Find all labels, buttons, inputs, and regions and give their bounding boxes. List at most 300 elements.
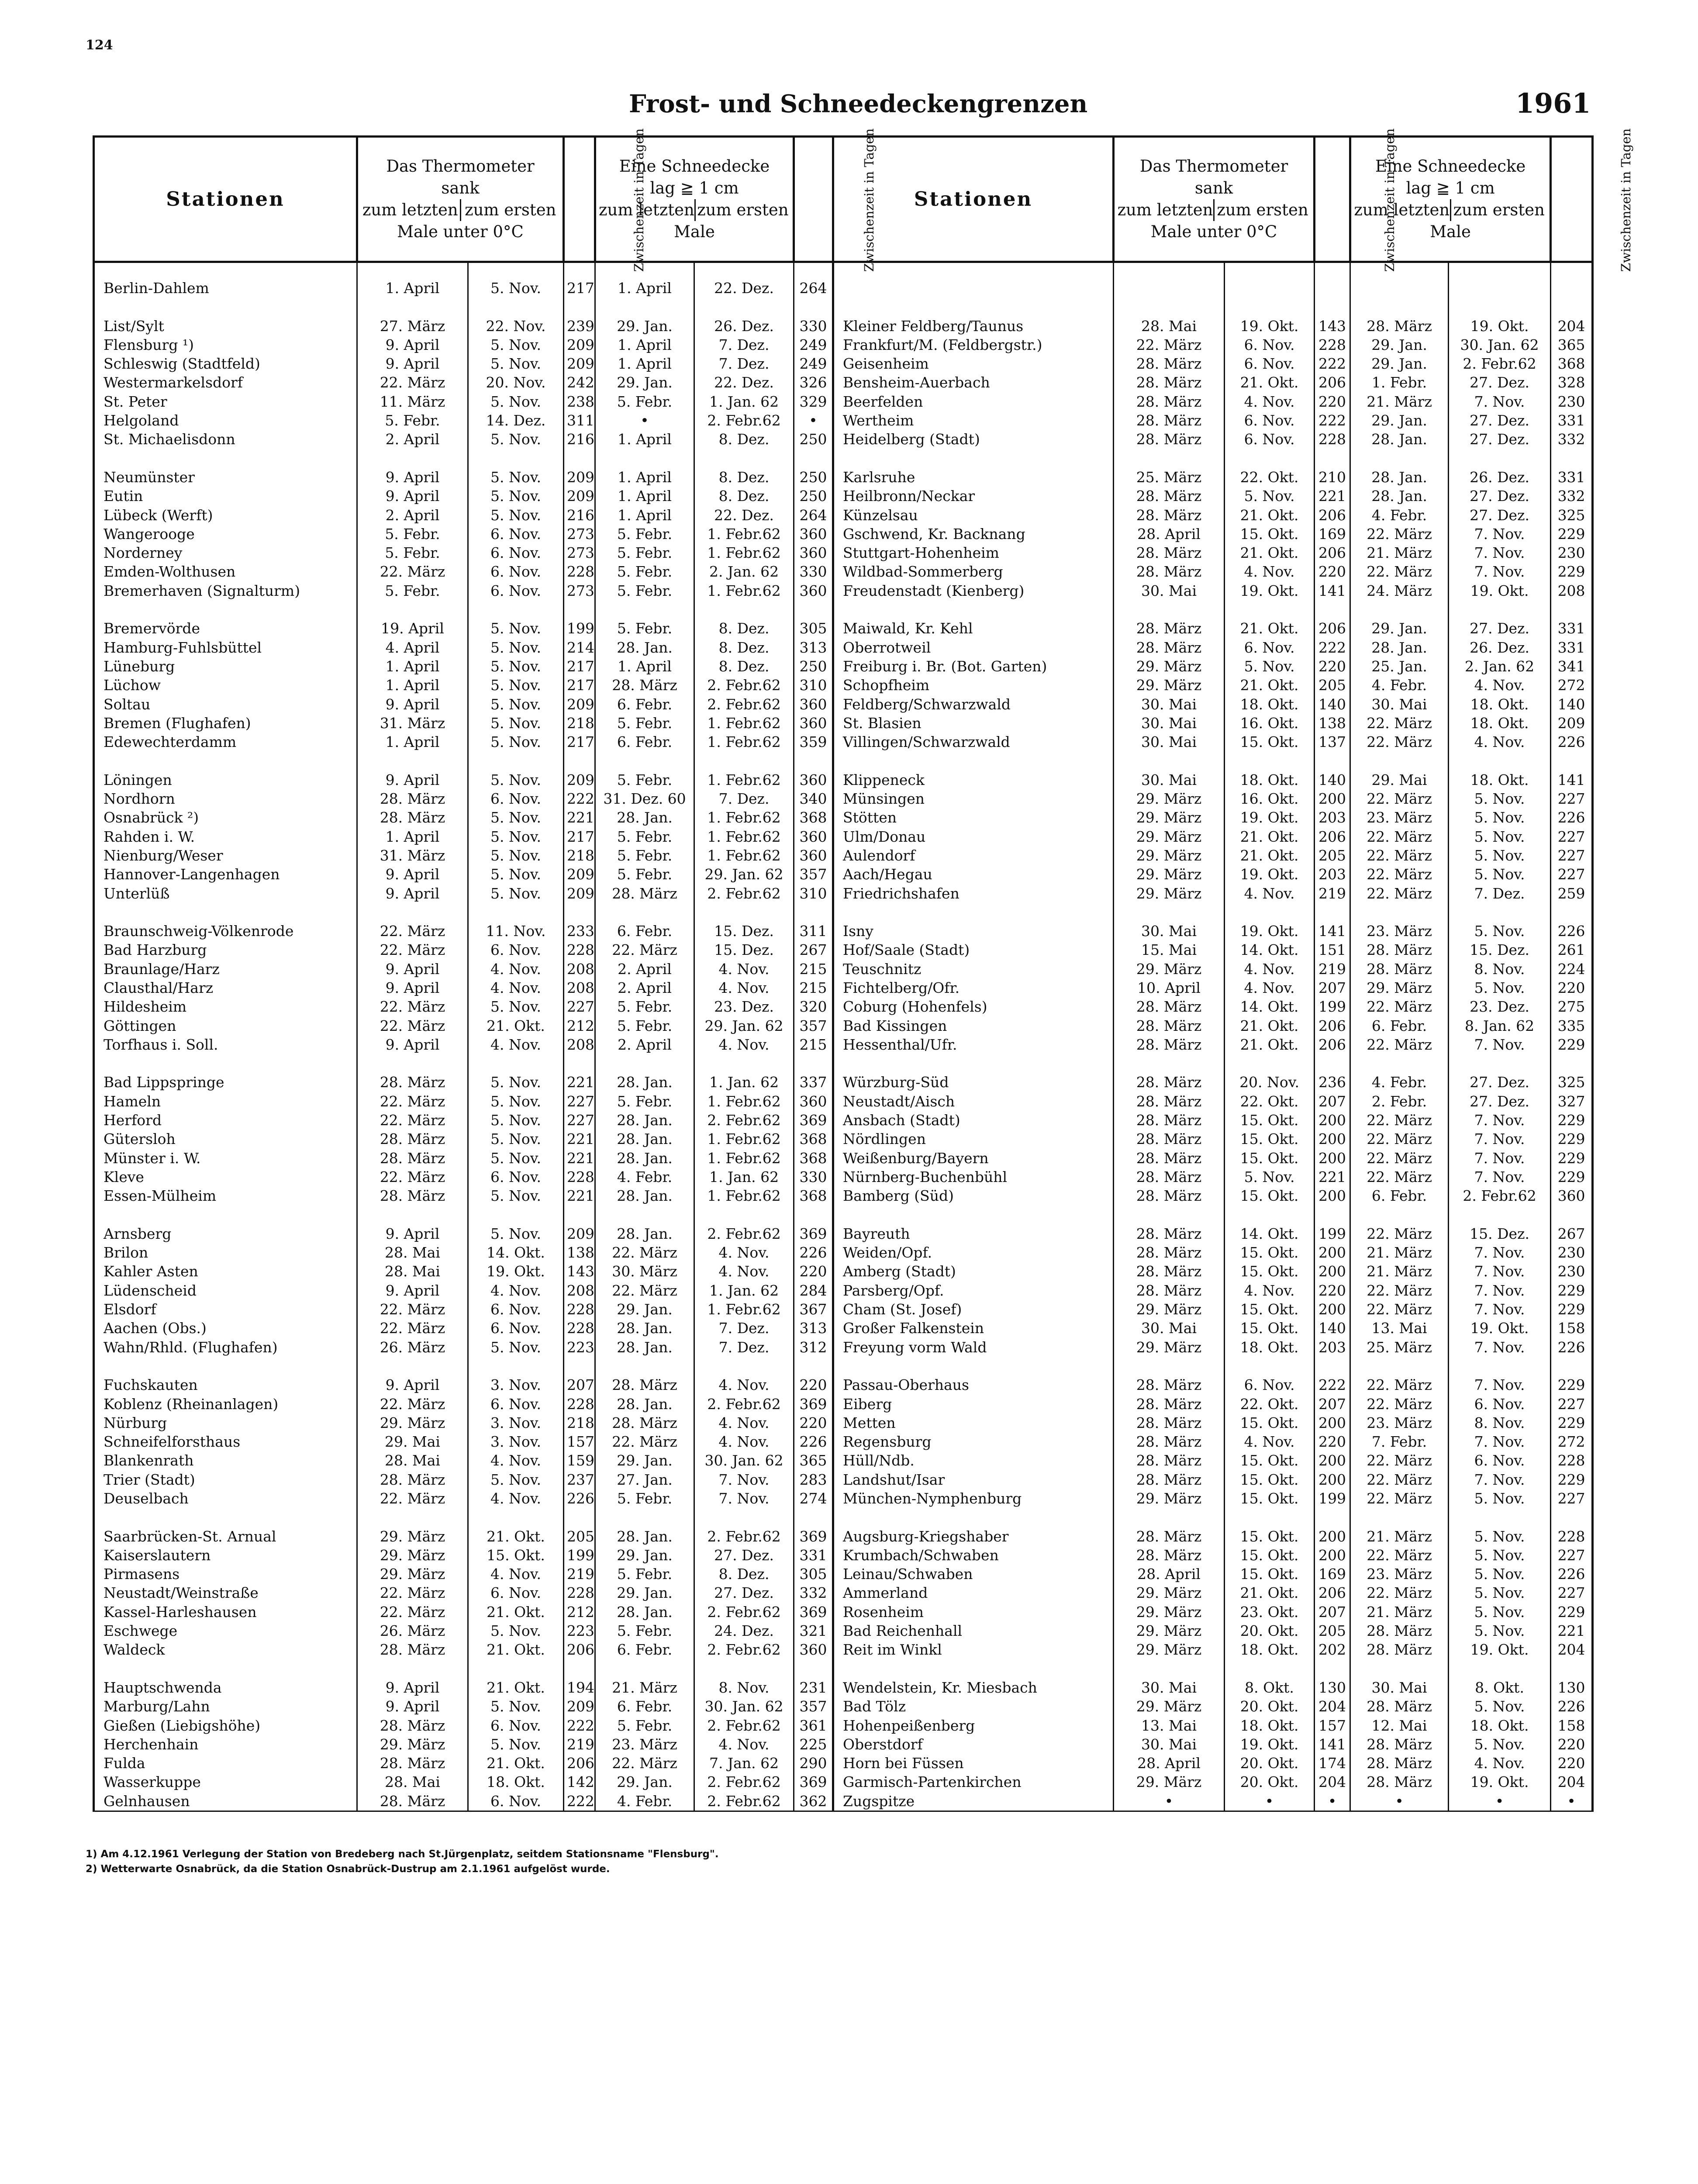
table-cell — [468, 297, 564, 316]
table-cell — [564, 1659, 595, 1678]
table-row — [94, 1111, 1593, 1130]
table-cell — [1315, 262, 1350, 298]
table-cell: 22. März — [1350, 789, 1449, 808]
table-cell: 6. Nov. — [468, 1300, 564, 1319]
table-cell: 200 — [1315, 1243, 1350, 1262]
table-cell: Essen-Mülheim — [94, 1186, 357, 1205]
table-cell: 21. Okt. — [1225, 1583, 1315, 1602]
table-cell: 236 — [1315, 1073, 1350, 1092]
table-cell: 332 — [1551, 487, 1593, 505]
table-cell — [357, 449, 468, 468]
table-cell: 28. April — [1114, 525, 1225, 543]
table-cell: 220 — [794, 1375, 833, 1394]
table-cell — [1315, 1206, 1350, 1224]
table-row — [94, 846, 1593, 865]
table-cell: 28. März — [1114, 543, 1225, 562]
table-cell: 22. März — [1350, 827, 1449, 846]
table-cell: 360 — [794, 771, 833, 789]
header-between-right: Zwischenzeit in Tagen — [1315, 137, 1350, 262]
table-cell: 22. März — [1350, 1149, 1449, 1168]
table-cell: 2. April — [595, 960, 694, 978]
table-cell: 26. Dez. — [1449, 468, 1551, 487]
table-cell: 21. Okt. — [468, 1678, 564, 1697]
table-cell: 200 — [1315, 1527, 1350, 1546]
table-cell: Bad Lippspringe — [94, 1073, 357, 1092]
table-cell: 208 — [564, 978, 595, 997]
table-cell: 15. Okt. — [1225, 1489, 1315, 1508]
table-cell — [564, 449, 595, 468]
table-cell: 10. April — [1114, 978, 1225, 997]
table-cell: 360 — [794, 846, 833, 865]
table-cell: 23. Dez. — [694, 997, 794, 1016]
table-cell: 205 — [564, 1527, 595, 1546]
table-cell: 4. Nov. — [694, 1375, 794, 1394]
table-row — [94, 1149, 1593, 1168]
table-cell: 22. März — [1350, 525, 1449, 543]
table-cell: 229 — [1551, 1470, 1593, 1489]
table-cell: 7. Dez. — [1449, 884, 1551, 903]
table-cell: 21. März — [1350, 1243, 1449, 1262]
table-cell: 203 — [1315, 1338, 1350, 1357]
table-cell: 250 — [794, 430, 833, 449]
table-cell: München-Nymphenburg — [833, 1489, 1114, 1508]
table-cell — [1350, 751, 1449, 770]
table-cell — [1114, 1206, 1225, 1224]
table-cell — [794, 1659, 833, 1678]
table-cell: 5. Nov. — [468, 335, 564, 354]
table-cell: 7. Nov. — [1449, 1281, 1551, 1300]
table-cell: 228 — [1551, 1451, 1593, 1470]
table-cell: Teuschnitz — [833, 960, 1114, 978]
table-row — [94, 1243, 1593, 1262]
table-cell: 22. Okt. — [1225, 1092, 1315, 1111]
table-cell: 4. Nov. — [694, 1262, 794, 1281]
table-cell: 151 — [1315, 940, 1350, 959]
table-cell — [833, 1659, 1114, 1678]
table-cell — [694, 751, 794, 770]
table-cell: 203 — [1315, 808, 1350, 827]
table-cell: Flensburg ¹) — [94, 335, 357, 354]
table-cell: 23. März — [1350, 922, 1449, 940]
table-cell: 15. Okt. — [1225, 1319, 1315, 1337]
table-cell — [794, 600, 833, 619]
table-cell: Aulendorf — [833, 846, 1114, 865]
table-cell: 220 — [794, 1413, 833, 1432]
table-cell — [1114, 600, 1225, 619]
table-cell: 29. März — [357, 1546, 468, 1565]
table-cell: 14. Okt. — [1225, 997, 1315, 1016]
table-cell: 27. Dez. — [1449, 487, 1551, 505]
table-cell: 30. März — [595, 1262, 694, 1281]
table-cell: 325 — [1551, 506, 1593, 525]
table-cell: 226 — [1551, 808, 1593, 827]
table-cell: 28. März — [595, 1413, 694, 1432]
table-row — [94, 392, 1593, 411]
table-cell: 206 — [564, 1640, 595, 1659]
table-cell: 310 — [794, 676, 833, 695]
table-cell: 204 — [1315, 1697, 1350, 1716]
table-cell: 5. Nov. — [1449, 1735, 1551, 1754]
table-cell: 2. Febr.62 — [694, 1527, 794, 1546]
table-cell: 357 — [794, 1697, 833, 1716]
table-cell: 5. Febr. — [595, 581, 694, 600]
table-cell: 8. Dez. — [694, 638, 794, 657]
table-cell — [1225, 449, 1315, 468]
table-cell: 5. Nov. — [468, 1130, 564, 1148]
table-cell — [1225, 1659, 1315, 1678]
table-cell: 209 — [564, 1224, 595, 1243]
table-cell: Heilbronn/Neckar — [833, 487, 1114, 505]
table-cell: 28. Jan. — [1350, 468, 1449, 487]
table-cell — [468, 449, 564, 468]
table-cell — [1225, 262, 1315, 298]
table-cell — [1350, 1508, 1449, 1527]
table-cell: 22. Okt. — [1225, 468, 1315, 487]
table-cell: 22. März — [1350, 997, 1449, 1016]
table-cell: 22. März — [595, 1243, 694, 1262]
table-cell: 28. März — [357, 1149, 468, 1168]
table-cell: 1. April — [595, 506, 694, 525]
table-cell: 22. März — [357, 1092, 468, 1111]
table-cell: 158 — [1551, 1319, 1593, 1337]
table-cell: 325 — [1551, 1073, 1593, 1092]
table-cell — [1114, 1357, 1225, 1375]
table-cell: 28. März — [357, 1186, 468, 1205]
table-cell: 143 — [564, 1262, 595, 1281]
table-cell — [1114, 262, 1225, 298]
table-cell: 4. Nov. — [694, 1243, 794, 1262]
table-cell: 8. Dez. — [694, 619, 794, 638]
table-cell: 219 — [1315, 884, 1350, 903]
table-cell: 4. Nov. — [694, 960, 794, 978]
table-cell: Nienburg/Weser — [94, 846, 357, 865]
table-cell: 30. Jan. 62 — [694, 1451, 794, 1470]
table-cell: 226 — [1551, 922, 1593, 940]
table-cell: 20. Okt. — [1225, 1773, 1315, 1791]
table-cell: 4. Nov. — [1225, 884, 1315, 903]
table-cell: Lüdenscheid — [94, 1281, 357, 1300]
table-cell — [1551, 1659, 1593, 1678]
table-cell: 30. Mai — [1350, 695, 1449, 714]
table-cell: 6. Nov. — [468, 543, 564, 562]
table-cell — [1225, 903, 1315, 922]
table-cell — [564, 1054, 595, 1073]
table-cell: 357 — [794, 1016, 833, 1035]
table-cell: 29. Jan. — [595, 1583, 694, 1602]
table-cell: 8. Jan. 62 — [1449, 1016, 1551, 1035]
table-cell: 5. Nov. — [468, 714, 564, 733]
table-cell: 28. März — [1114, 1016, 1225, 1035]
table-cell: 1. Febr.62 — [694, 733, 794, 751]
table-cell: Bad Tölz — [833, 1697, 1114, 1716]
table-cell: Kaiserslautern — [94, 1546, 357, 1565]
table-cell: 28. Jan. — [595, 1603, 694, 1621]
table-cell: 22. März — [1350, 714, 1449, 733]
table-cell — [1315, 297, 1350, 316]
table-cell: Reit im Winkl — [833, 1640, 1114, 1659]
header-snow-right: Eine Schneedecke lag ≧ 1 cm zum letzten zum ersten Male — [1350, 137, 1551, 262]
table-cell: Coburg (Hohenfels) — [833, 997, 1114, 1016]
table-cell: 219 — [564, 1735, 595, 1754]
table-cell: 226 — [1551, 1697, 1593, 1716]
table-cell: 28. März — [1114, 562, 1225, 581]
table-cell: • — [1449, 1792, 1551, 1811]
table-cell: 4. Nov. — [1225, 562, 1315, 581]
table-cell: 7. Nov. — [694, 1489, 794, 1508]
table-row — [94, 1130, 1593, 1148]
table-cell: 130 — [1315, 1678, 1350, 1697]
table-cell: 15. Okt. — [1225, 1243, 1315, 1262]
table-cell: 4. Nov. — [468, 1035, 564, 1054]
table-cell: 6. Nov. — [468, 1583, 564, 1602]
table-cell: 21. März — [1350, 543, 1449, 562]
table-cell: 19. Okt. — [1225, 808, 1315, 827]
table-cell: 28. März — [357, 1470, 468, 1489]
table-cell: 28. Mai — [1114, 317, 1225, 335]
table-row — [94, 1281, 1593, 1300]
table-cell: 21. Okt. — [1225, 676, 1315, 695]
table-cell: 2. April — [595, 1035, 694, 1054]
table-cell — [794, 1508, 833, 1527]
table-cell: 29. März — [1114, 1300, 1225, 1319]
table-cell: 5. Nov. — [468, 619, 564, 638]
table-cell: 142 — [564, 1773, 595, 1791]
table-cell: 138 — [1315, 714, 1350, 733]
table-cell: 23. Okt. — [1225, 1603, 1315, 1621]
table-cell: 5. Febr. — [595, 997, 694, 1016]
table-cell: 15. Dez. — [694, 922, 794, 940]
table-cell: Bad Harzburg — [94, 940, 357, 959]
table-cell: Bamberg (Süd) — [833, 1186, 1114, 1205]
table-cell: 321 — [794, 1621, 833, 1640]
table-cell: 205 — [1315, 846, 1350, 865]
table-cell: 14. Dez. — [468, 411, 564, 430]
table-cell: 7. Nov. — [1449, 1432, 1551, 1451]
table-cell: 219 — [564, 1565, 595, 1583]
table-cell: Trier (Stadt) — [94, 1470, 357, 1489]
table-cell: 5. Febr. — [595, 865, 694, 884]
table-cell: Hamburg-Fuhlsbüttel — [94, 638, 357, 657]
table-row — [94, 714, 1593, 733]
table-cell: 208 — [1551, 581, 1593, 600]
table-cell: Kleiner Feldberg/Taunus — [833, 317, 1114, 335]
table-cell: 7. Dez. — [694, 354, 794, 373]
table-cell: Künzelsau — [833, 506, 1114, 525]
table-cell: 29. März — [1350, 978, 1449, 997]
table-cell: 29. Mai — [357, 1432, 468, 1451]
table-cell: 6. Nov. — [468, 1792, 564, 1811]
table-cell: 21. Okt. — [1225, 373, 1315, 392]
table-cell: 25. März — [1350, 1338, 1449, 1357]
table-cell: 313 — [794, 638, 833, 657]
table-cell — [94, 751, 357, 770]
table-cell: Gießen (Liebigshöhe) — [94, 1716, 357, 1735]
table-cell: 15. Okt. — [1225, 1413, 1315, 1432]
table-cell: 217 — [564, 827, 595, 846]
table-cell: 140 — [1315, 1319, 1350, 1337]
table-cell: 28. März — [1114, 1451, 1225, 1470]
table-cell: 5. Nov. — [468, 1092, 564, 1111]
table-cell: 264 — [794, 506, 833, 525]
table-cell: 30. Mai — [1114, 771, 1225, 789]
table-cell: 30. Jan. 62 — [1449, 335, 1551, 354]
table-cell: 249 — [794, 354, 833, 373]
table-cell: 229 — [1551, 525, 1593, 543]
table-cell: 229 — [1551, 1603, 1593, 1621]
table-row — [94, 1432, 1593, 1451]
table-cell: 15. Okt. — [1225, 1111, 1315, 1130]
table-cell: 15. Okt. — [1225, 1300, 1315, 1319]
table-cell: 15. Okt. — [1225, 1527, 1315, 1546]
table-cell — [694, 1206, 794, 1224]
table-cell: 267 — [794, 940, 833, 959]
table-cell: 264 — [794, 262, 833, 298]
table-cell — [595, 297, 694, 316]
table-cell: 361 — [794, 1716, 833, 1735]
table-cell: 2. Febr.62 — [694, 1792, 794, 1811]
table-cell: 7. Nov. — [1449, 1243, 1551, 1262]
table-cell — [833, 1054, 1114, 1073]
header-thermometer-right: Das Thermometer sank zum letzten zum ersten Male unter 0°C — [1114, 137, 1315, 262]
table-cell: 28. März — [1350, 1621, 1449, 1640]
table-cell: 22. März — [1350, 562, 1449, 581]
table-cell: 229 — [1551, 1281, 1593, 1300]
table-cell: Wahn/Rhld. (Flughafen) — [94, 1338, 357, 1357]
table-cell: Lüchow — [94, 676, 357, 695]
table-cell: 6. Nov. — [1225, 411, 1315, 430]
table-cell: 19. Okt. — [1225, 581, 1315, 600]
table-cell: 226 — [794, 1243, 833, 1262]
table-cell — [1114, 449, 1225, 468]
table-cell: 29. März — [1114, 808, 1225, 827]
table-cell: 29. März — [1114, 827, 1225, 846]
table-cell: 29. Jan. — [595, 1546, 694, 1565]
table-cell: 369 — [794, 1224, 833, 1243]
table-cell: 21. Okt. — [1225, 1016, 1315, 1035]
table-cell: 227 — [564, 1092, 595, 1111]
table-cell: 4. Nov. — [1225, 978, 1315, 997]
table-cell: 22. März — [595, 940, 694, 959]
table-cell: Bad Kissingen — [833, 1016, 1114, 1035]
table-cell: 207 — [1315, 978, 1350, 997]
table-cell: 4. Nov. — [468, 960, 564, 978]
table-cell: 250 — [794, 487, 833, 505]
table-cell: 6. Nov. — [1225, 335, 1315, 354]
spacer-row — [94, 1508, 1593, 1527]
table-cell — [94, 1357, 357, 1375]
table-cell — [1350, 297, 1449, 316]
table-cell: 221 — [564, 1186, 595, 1205]
table-cell: 28. März — [1350, 960, 1449, 978]
table-row — [94, 373, 1593, 392]
table-cell: 2. Febr.62 — [694, 411, 794, 430]
table-cell: 19. Okt. — [1449, 581, 1551, 600]
table-cell: 20. Okt. — [1225, 1697, 1315, 1716]
table-cell: 28. März — [357, 1792, 468, 1811]
table-cell: 29. März — [357, 1735, 468, 1754]
table-row — [94, 1773, 1593, 1791]
table-cell: 140 — [1315, 771, 1350, 789]
table-cell: Weißenburg/Bayern — [833, 1149, 1114, 1168]
table-cell: 1. April — [357, 262, 468, 298]
table-cell: 7. Nov. — [694, 1470, 794, 1489]
table-cell: 367 — [794, 1300, 833, 1319]
table-cell: 227 — [1551, 827, 1593, 846]
table-cell: 22. März — [1350, 846, 1449, 865]
table-cell: 5. Nov. — [468, 1338, 564, 1357]
table-row — [94, 922, 1593, 940]
table-cell: Eutin — [94, 487, 357, 505]
table-cell: 250 — [794, 657, 833, 676]
table-cell: 5. Nov. — [1449, 1527, 1551, 1546]
table-cell: 6. Nov. — [468, 789, 564, 808]
table-cell: Rosenheim — [833, 1603, 1114, 1621]
table-cell: Ammerland — [833, 1583, 1114, 1602]
table-cell: 29. Mai — [1350, 771, 1449, 789]
table-cell: 208 — [564, 1281, 595, 1300]
table-cell: 22. März — [1350, 1168, 1449, 1186]
table-cell — [1449, 600, 1551, 619]
table-cell: 2. April — [357, 430, 468, 449]
table-cell: 6. Nov. — [1225, 638, 1315, 657]
table-cell: 5. Nov. — [1449, 1621, 1551, 1640]
table-cell — [595, 751, 694, 770]
table-cell: 29. Jan. — [595, 317, 694, 335]
table-cell: 28. März — [1114, 1092, 1225, 1111]
table-cell: 9. April — [357, 335, 468, 354]
table-cell: 22. März — [1350, 1111, 1449, 1130]
table-cell: 21. März — [1350, 1262, 1449, 1281]
table-cell: 5. Febr. — [357, 543, 468, 562]
table-cell: 208 — [564, 960, 595, 978]
table-cell: 221 — [564, 808, 595, 827]
table-cell — [794, 1054, 833, 1073]
table-cell: 23. Dez. — [1449, 997, 1551, 1016]
spacer-row — [94, 903, 1593, 922]
table-cell: 15. Okt. — [468, 1546, 564, 1565]
table-cell: 22. März — [1350, 1583, 1449, 1602]
table-row — [94, 1565, 1593, 1583]
table-cell: 320 — [794, 997, 833, 1016]
table-cell — [1225, 1206, 1315, 1224]
table-cell: 27. Dez. — [1449, 1092, 1551, 1111]
table-cell: 209 — [1551, 714, 1593, 733]
table-cell: 31. März — [357, 714, 468, 733]
table-cell: Ulm/Donau — [833, 827, 1114, 846]
table-cell: 204 — [1551, 1640, 1593, 1659]
table-row — [94, 695, 1593, 714]
table-cell: 21. Okt. — [1225, 846, 1315, 865]
table-cell: 5. Nov. — [468, 487, 564, 505]
table-row — [94, 562, 1593, 581]
table-cell: 220 — [1315, 562, 1350, 581]
table-cell: 3. Nov. — [468, 1375, 564, 1394]
table-cell: Frankfurt/M. (Feldbergstr.) — [833, 335, 1114, 354]
table-cell — [1315, 903, 1350, 922]
table-cell: 30. Mai — [1114, 714, 1225, 733]
table-cell: 204 — [1315, 1773, 1350, 1791]
table-cell: 29. März — [1114, 1583, 1225, 1602]
table-cell: 360 — [1551, 1186, 1593, 1205]
table-cell: 31. März — [357, 846, 468, 865]
table-cell: 209 — [564, 695, 595, 714]
table-row — [94, 1792, 1593, 1811]
table-cell: 1. Jan. 62 — [694, 392, 794, 411]
table-cell: 7. Nov. — [1449, 1300, 1551, 1319]
table-cell: 312 — [794, 1338, 833, 1357]
table-cell: 19. Okt. — [1225, 865, 1315, 884]
table-cell: 5. Nov. — [468, 1697, 564, 1716]
